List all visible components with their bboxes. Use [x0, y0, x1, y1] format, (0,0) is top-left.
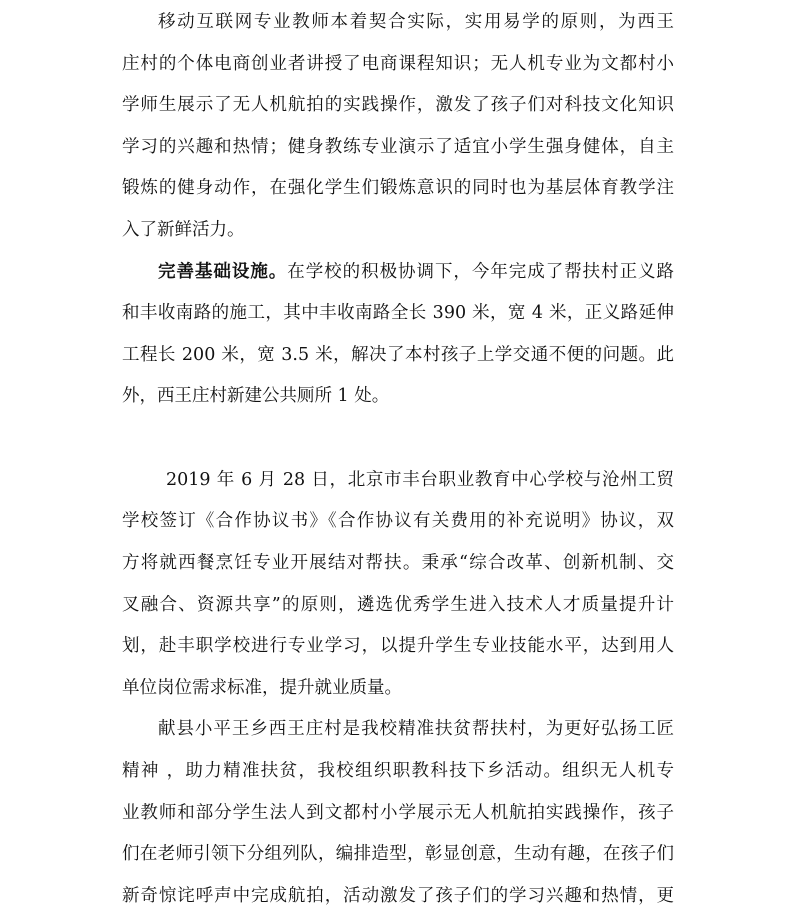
paragraph-2-lead: 完善基础设施。 — [158, 262, 288, 282]
paragraph-2-line-2: 和丰收南路的施工，其中丰收南路全长 390 米，宽 4 米，正义路延伸 — [122, 303, 674, 323]
paragraph-4-line-4: 们在老师引领下分组列队，编排造型，彰显创意，生动有趣，在孩子们 — [122, 844, 674, 864]
paragraph-3-line-1: 2019 年 6 月 28 日，北京市丰台职业教育中心学校与沧州工贸 — [166, 470, 674, 490]
paragraph-1-line-5: 锻炼的健身动作，在强化学生们锻炼意识的同时也为基层体育教学注 — [122, 178, 674, 198]
paragraph-1-line-4: 学习的兴趣和热情；健身教练专业演示了适宜小学生强身健体，自主 — [122, 137, 674, 157]
paragraph-3-line-5: 划，赴丰职学校进行专业学习，以提升学生专业技能水平，达到用人 — [122, 636, 674, 656]
paragraph-3-line-4: 叉融合、资源共享”的原则，遴选优秀学生进入技术人才质量提升计 — [122, 595, 674, 615]
paragraph-2-line-1 — [122, 257, 674, 287]
paragraph-4-line-3: 业教师和部分学生法人到文都村小学展示无人机航拍实践操作，孩子 — [122, 803, 674, 823]
paragraph-2-line-1-text: 在学校的积极协调下，今年完成了帮扶村正义路 — [287, 262, 674, 282]
paragraph-1-line-3: 学师生展示了无人机航拍的实践操作，激发了孩子们对科技文化知识 — [122, 95, 674, 115]
paragraph-3-line-3: 方将就西餐烹饪专业开展结对帮扶。秉承“综合改革、创新机制、交 — [122, 553, 674, 573]
paragraph-3-line-6: 单位岗位需求标准，提升就业质量。 — [122, 678, 402, 698]
paragraph-1-line-2: 庄村的个体电商创业者讲授了电商课程知识；无人机专业为文都村小 — [122, 54, 674, 74]
paragraph-4-line-5: 新奇惊诧呼声中完成航拍，活动激发了孩子们的学习兴趣和热情，更 — [122, 886, 674, 906]
paragraph-1-line-1: 移动互联网专业教师本着契合实际，实用易学的原则，为西王 — [158, 12, 674, 32]
paragraph-2-line-4: 外，西王庄村新建公共厕所 1 处。 — [122, 386, 390, 406]
section-heading — [122, 423, 674, 453]
paragraph-1-line-6: 入了新鲜活力。 — [122, 220, 245, 240]
paragraph-4-line-2: 精神 ，助力精准扶贫，我校组织职教科技下乡活动。组织无人机专 — [122, 761, 674, 781]
paragraph-3-line-2: 学校签订《合作协议书》《合作协议有关费用的补充说明》协议，双 — [122, 511, 674, 531]
paragraph-4-line-1: 献县小平王乡西王庄村是我校精准扶贫帮扶村，为更好弘扬工匠 — [158, 719, 674, 739]
paragraph-2-line-3: 工程长 200 米，宽 3.5 米，解决了本村孩子上学交通不便的问题。此 — [122, 345, 674, 365]
